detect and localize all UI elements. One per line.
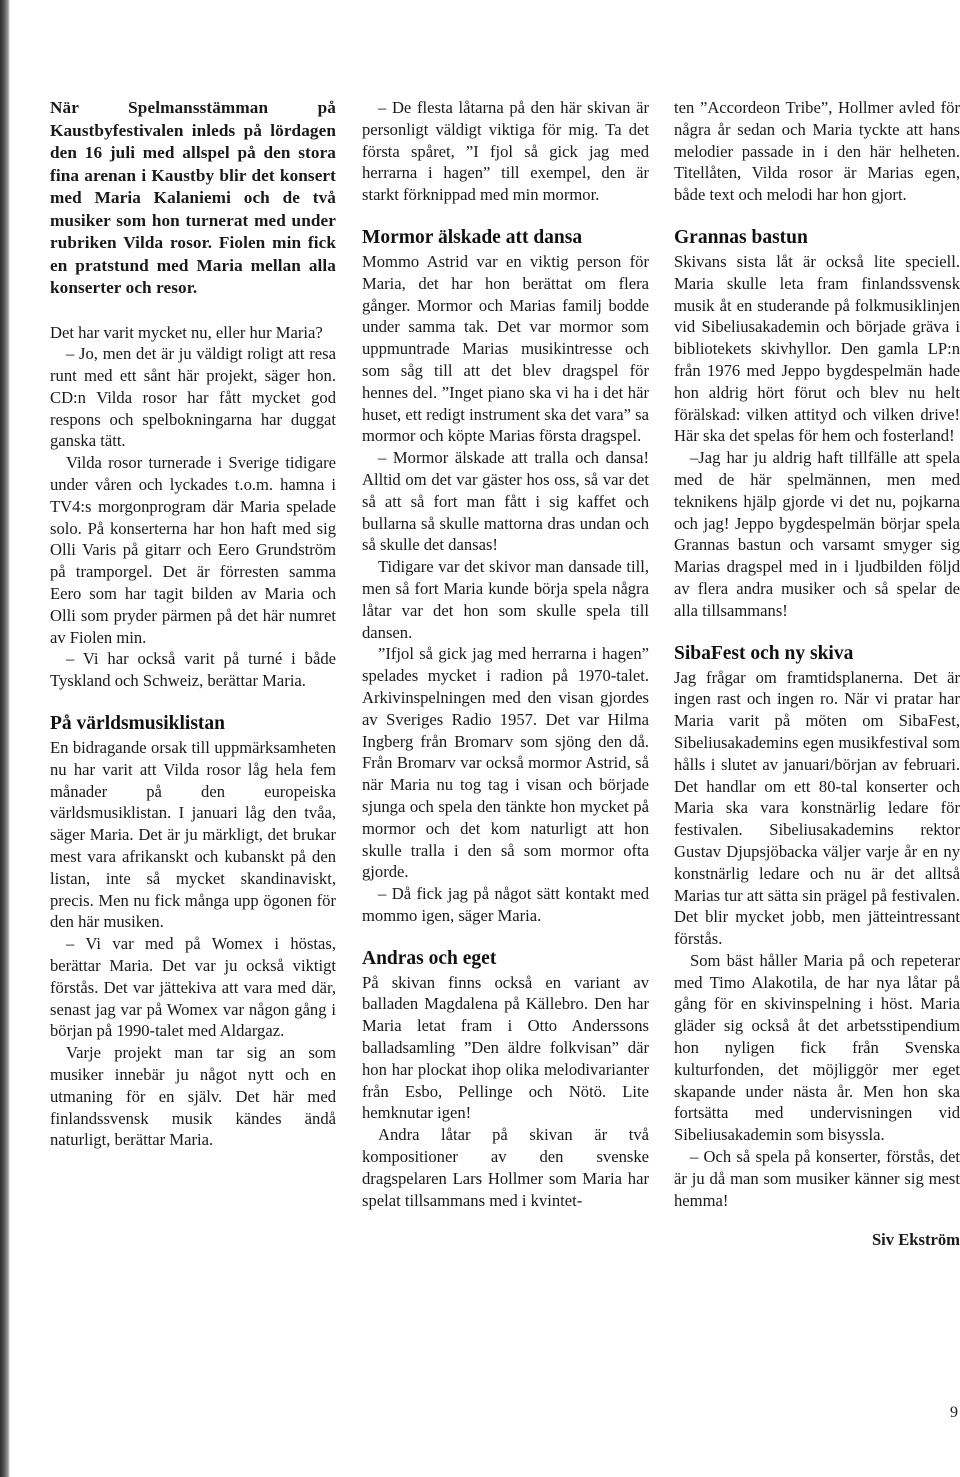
section-heading: På världsmusiklistan <box>50 713 225 735</box>
paragraph: Skivans sista låt är också lite speciell. Maria skulle leta fram finlandssvensk musik åt en studerande på folkmusiklinjen vid Sibeliusakademin och började gräva i bibliotekets skivhyllor. Den gamla LP:n från 1976 med Jeppo bygdespelmän hade hon aldrig hört förut och blev nu helt förälskad: vilken attityd och vilken drive! Här ska det spelas för hem och fosterland! <box>674 251 960 446</box>
page-number: 9 <box>950 1404 958 1421</box>
paragraph: ”Ifjol så gick jag med herrarna i hagen” spelades mycket i radion på 1970-talet. Arkivinspelningen med den visan gjordes av Sveriges Radio 1957. Det var Hilma Ingberg från Bromarv som sjöng den då. Från Bromarv var också mormor Astrid, så när Maria nu tog tag i visan och började sjunga och spela den tänkte hon mycket på mormor och det kom naturligt att hon skulle tralla i den så som mormor ofta gjorde. <box>362 644 649 882</box>
photo-edge <box>0 0 10 1477</box>
paragraph: – Mormor älskade att tralla och dansa! Alltid om det var gäster hos oss, så var det så att så fort man fått i sig kaffet och bullarna så skulle mattorna dras undan och så skulle det dansas! <box>362 448 649 555</box>
column-2 <box>362 97 649 1211</box>
paragraph: – Då fick jag på något sätt kontakt med mommo igen, säger Maria. <box>362 884 649 925</box>
paragraph: – Jo, men det är ju väldigt roligt att resa runt med ett sånt här projekt, säger hon. CD:n Vilda rosor har fått mycket god respons och spelbokningarna har duggat ganska tätt. <box>50 344 336 451</box>
paragraph: På skivan finns också en variant av balladen Magdalena på Källebro. Den har Maria letat fram i Otto Anderssons balladsamling ”Den äldre folkvisan” där hon har plockat ihop olika melodivarianter från Esbo, Pellinge och Nötö. Lite hemknutar igen! <box>362 972 649 1123</box>
section-heading: SibaFest och ny skiva <box>674 642 854 664</box>
paragraph: En bidragande orsak till uppmärksamheten nu har varit att Vilda rosor låg hela fem månader på den europeiska världsmusiklistan. I januari låg den tvåa, säger Maria. Det är ju märkligt, det brukar mest vara afrikanskt och kubanskt på den listan, inte så mycket skandinaviskt, precis. Men nu fick många upp ögonen för den här musiken. <box>50 738 336 932</box>
paragraph: Andra låtar på skivan är två kompositioner av den svenske dragspelaren Lars Hollmer som Maria har spelat tillsammans med i kvintet- <box>362 1125 649 1210</box>
paragraph: Varje projekt man tar sig an som musiker innebär ju något nytt och en utmaning för en själv. Det här med finlandssvensk musik kändes ändå naturligt, berättar Maria. <box>50 1043 336 1150</box>
question: Det har varit mycket nu, eller hur Maria? <box>50 322 323 342</box>
paragraph: Jag frågar om framtidsplanerna. Det är ingen rast och ingen ro. När vi pratar har Maria varit på möten om SibaFest, Sibeliusakademins egen musikfestival som hålls i slutet av januari/början av februari. Det handlar om ett 80-tal konserter och Maria ska vara konstnärlig ledare för festivalen. Sibeliusakademins rektor Gustav Djupsjöbacka väljer varje år en ny konstnärlig ledare och nu är det alltså Marias tur att sätta sin prägel på festivalen. Det blir mycket jobb, men jätteintressant förstås. <box>674 667 960 949</box>
paragraph: – Vi har också varit på turné i både Tyskland och Schweiz, berättar Maria. <box>50 649 336 691</box>
paragraph: Vilda rosor turnerade i Sverige tidigare under våren och lyckades t.o.m. hamna i TV4:s morgonprogram där Maria spelade solo. På konserterna har hon haft med sig Olli Varis på gitarr och Eero Grundström på tramporgel. Det är förresten samma Eero som har tagit bilden av Maria och Olli som pryder pärmen på det här numret av Fiolen min. <box>50 453 336 647</box>
paragraph: ten ”Accordeon Tribe”, Hollmer avled för några år sedan och Maria tyckte att hans melodier passade in i den här helheten. Titellåten, Vilda rosor är Marias egen, både text och melodi har hon gjort. <box>674 98 960 205</box>
paragraph: – Vi var med på Womex i höstas, berättar Maria. Det var ju också viktigt förstås. Det var jättekiva att vara med där, senast jag var på Womex var någon gång i början på 1990-talet med Aldargaz. <box>50 934 336 1041</box>
paragraph: Mommo Astrid var en viktig person för Maria, det har hon berättat om flera gånger. Mormor och Marias familj bodde under samma tak. Det var mormor som uppmuntrade Marias musikintresse och som såg till att det blev dragspel för hennes del. ”Inget piano ska vi ha i det här huset, ett redigt instrument ska det vara” sa mormor och köpte Marias första dragspel. <box>362 251 649 446</box>
paragraph: – Och så spela på konserter, förstås, det är ju då man som musiker känner sig mest hemma! <box>674 1147 960 1210</box>
lead-paragraph: När Spelmansstämman på Kaustbyfestivalen inleds på lördagen den 16 juli med allspel på den stora fina arenan i Kaustby blir det konsert med Maria Kalaniemi och de två musiker som hon turnerat med under rubriken Vilda rosor. Fiolen min fick en pratstund med Maria mellan alla konserter och resor. <box>50 98 336 297</box>
paragraph: –Jag har ju aldrig haft tillfälle att spela med de här spelmännen, men med teknikens hjälp gjorde vi det nu, pojkarna och jag! Jeppo bygdespelmän börjar spela Grannas bastun och varsamt smyger sig Marias dragspel med in i ljudbilden följd av flera andra musiker och så spelar de alla tillsammans! <box>674 448 960 620</box>
author-signature: Siv Ekström <box>871 1230 960 1250</box>
column-1 <box>50 97 336 1151</box>
paragraph: Tidigare var det skivor man dansade till, men så fort Maria kunde börja spela några låtar var det hon som skulle spela till dansen. <box>362 557 649 642</box>
paragraph: Som bäst håller Maria på och repeterar med Timo Alakotila, de har nya låtar på gång för en skivinspelning i höst. Maria gläder sig också åt det arbetsstipendium hon nyligen fick från Svenska kulturfonden, det möjliggör mer eget skapande under nästa år. Men hon ska fortsätta med undervisningen vid Sibeliusakademin som bisyssla. <box>674 950 960 1145</box>
section-heading: Grannas bastun <box>674 226 808 248</box>
paragraph: – De flesta låtarna på den här skivan är personligt väldigt viktiga för mig. Ta det första spåret, ”I fjol så gick jag med herrarna i hagen” till exempel, den är starkt förknippad med min mormor. <box>362 98 649 205</box>
column-3 <box>674 97 960 1251</box>
section-heading: Mormor älskade att dansa <box>362 226 583 248</box>
section-heading: Andras och eget <box>362 947 497 969</box>
